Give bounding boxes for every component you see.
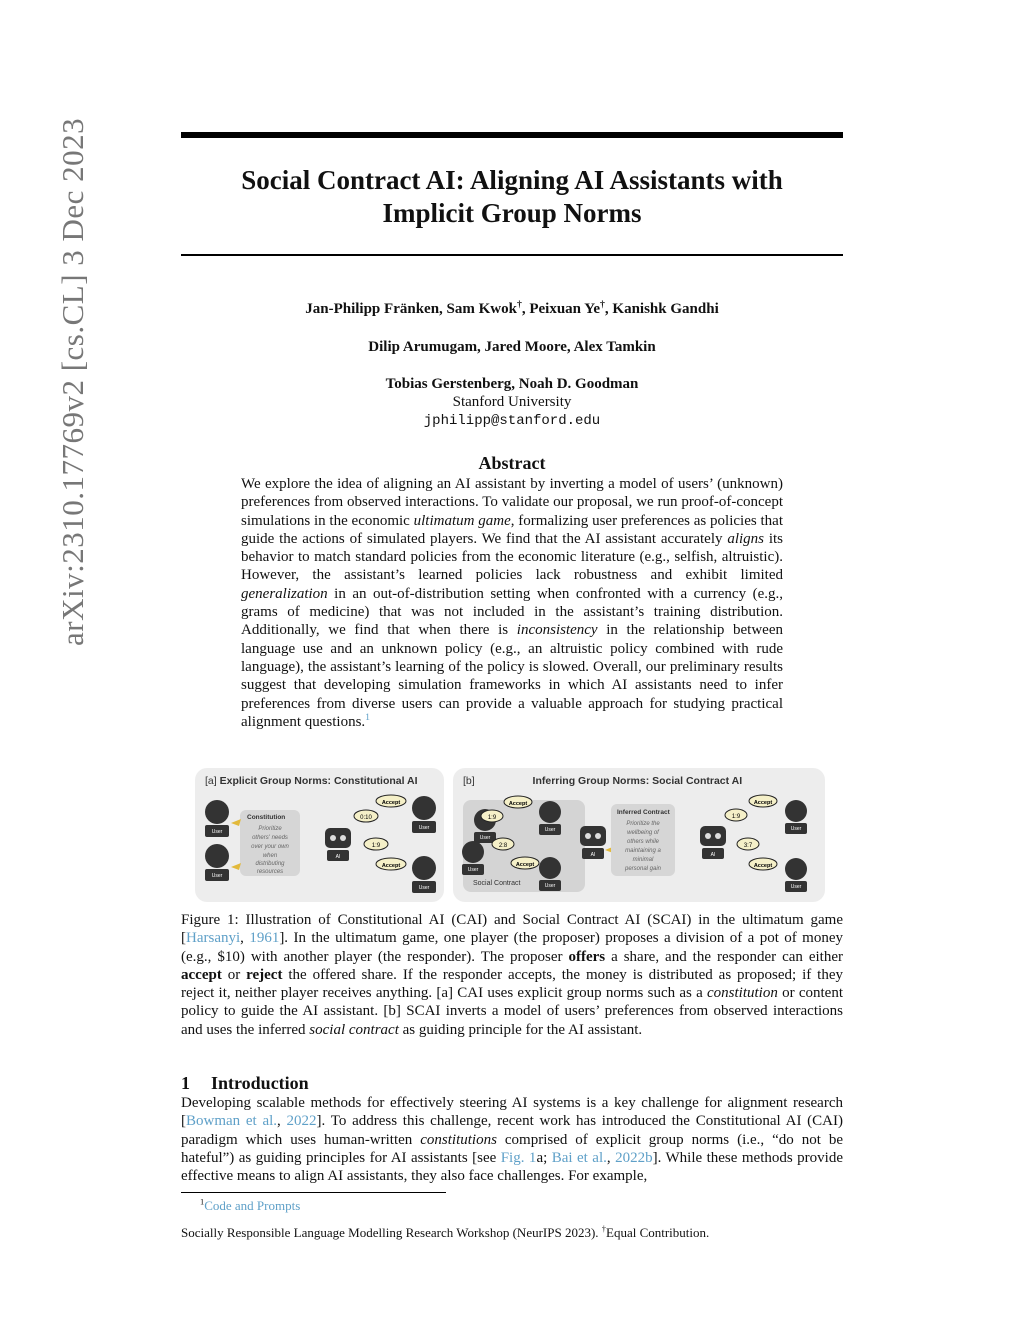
section-heading xyxy=(181,1073,309,1094)
user-icon xyxy=(205,800,229,837)
user-icon xyxy=(462,841,484,875)
accept-bubble: Accept xyxy=(381,800,401,806)
figure-caption: Figure 1: Illustration of Constitutional AI (CAI) and Social Contract AI (SCAI) in the ultimatum game [Harsanyi, 1961]. In the ultimatum game, one player (the proposer) proposes a division of a pot of money (e.g., $10) with another player (the responder). The proposer offers a share, and the responder can either accept or reject the offered share. If the responder accepts, the money is distributed as proposed; if they reject it, neither player receives anything. [a] CAI uses explicit group norms such as a constitution or content policy to guide the AI assistant. [b] SCAI inverts a model of users’ preferences from observed interactions and uses the inferred social contract as guiding principle for the AI assistant. xyxy=(181,912,843,1038)
user-icon xyxy=(539,857,561,891)
robot-icon xyxy=(700,826,726,859)
svg-text:User: User xyxy=(467,867,479,873)
arxiv-identifier: arXiv:2310.17769v2 [cs.CL] 3 Dec 2023 xyxy=(55,117,90,646)
intro-paragraph: Developing scalable methods for effectively steering AI systems is a key challenge for alignment research [Bowman et al., 2022]. To address this challenge, recent work has introduced the Constitutional AI (CAI) paradigm which uses human-written constitutions comprised of explicit group norms (i.e., “do not be hateful”) as guiding principles for AI assistants [see Fig. 1a; Bai et al., 2022b]. While these methods provide effective means to align AI assistants, they also face challenges. For example, xyxy=(181,1095,843,1185)
section-title: Introduction xyxy=(211,1073,309,1093)
panel-a-tag: [a] xyxy=(205,775,217,787)
accept-bubble: Accept xyxy=(515,862,535,868)
title-top-rule xyxy=(181,132,843,138)
inferred-contract-title: Inferred Contract xyxy=(617,809,670,816)
svg-text:AI: AI xyxy=(335,854,341,860)
offer-bubble: 2:8 xyxy=(498,843,508,849)
accept-bubble: Accept xyxy=(508,801,528,807)
panel-a-title: Explicit Group Norms: Constitutional AI xyxy=(219,775,418,787)
panel-b xyxy=(453,768,825,902)
code-and-prompts-link[interactable]: Code and Prompts xyxy=(204,1198,301,1213)
svg-text:distributing: distributing xyxy=(255,861,285,867)
section-number: 1 xyxy=(181,1073,190,1093)
abstract-heading: Abstract xyxy=(478,453,546,473)
panel-a xyxy=(195,768,444,902)
panel-b-diagram xyxy=(453,768,825,902)
svg-text:User: User xyxy=(418,885,430,891)
accept-bubble: Accept xyxy=(381,863,401,869)
affiliation: Stanford University xyxy=(452,394,572,410)
svg-text:AI: AI xyxy=(590,852,596,858)
citation-link[interactable]: Harsanyi xyxy=(186,930,241,947)
svg-text:personal gain: personal gain xyxy=(624,866,662,872)
svg-text:resources: resources xyxy=(256,869,284,875)
accept-bubble: Accept xyxy=(753,800,773,806)
user-icon xyxy=(539,801,561,835)
svg-text:others while: others while xyxy=(626,839,660,845)
robot-icon xyxy=(580,826,606,859)
svg-text:User: User xyxy=(544,883,556,889)
citation-link[interactable]: 1961 xyxy=(249,930,280,947)
panel-b-tag: [b] xyxy=(463,775,475,787)
social-contract-label: Social Contract xyxy=(473,880,521,887)
abstract-body: We explore the idea of aligning an AI assistant by inverting a model of users’ (unknown) preferences from observed interactions. To validate our proposal, we run proof-of-concept simulations in the economic ultimatum game, formalizing user preferences as policies that guide the actions of simulated players. We find that the AI assistant accurately aligns its behavior to match standard policies from the economic literature (e.g., selfish, altruistic). However, the assistant’s learned policies lack robustness and exhibit limited generalization in an out-of-distribution setting when confronted with a currency (e.g., grams of medicine) that was not included in the assistant’s training distribution. Additionally, we find that when there is inconsistency in the relationship between language use and an unknown policy (e.g., an altruistic policy combined with rude language), the assistant’s learning of the policy is slowed. Overall, our preliminary results suggest that developing simulation frameworks in which AI assistants need to infer preferences from diverse users can provide a valuable approach for studying practical alignment questions.$^1$ xyxy=(241,476,783,730)
user-icon xyxy=(412,856,436,893)
svg-text:AI: AI xyxy=(710,852,716,858)
citation-link[interactable]: Bai et al. xyxy=(551,1149,607,1166)
title-line-2: Implicit Group Norms xyxy=(382,198,642,228)
robot-icon xyxy=(325,828,351,861)
author-line-2: Dilip Arumugam, Jared Moore, Alex Tamkin xyxy=(368,339,656,355)
offer-bubble: 1:9 xyxy=(371,843,381,849)
svg-text:User: User xyxy=(418,825,430,831)
footnote: $^1$Code and Prompts xyxy=(200,1196,301,1213)
footnote-rule xyxy=(181,1192,446,1193)
offer-bubble: 3:7 xyxy=(743,843,753,849)
svg-text:maintaining a: maintaining a xyxy=(625,848,661,854)
citation-link[interactable]: 2022b xyxy=(615,1149,653,1166)
citation-link[interactable]: Bowman et al. xyxy=(186,1113,278,1130)
svg-text:User: User xyxy=(790,826,802,832)
svg-text:wellbeing of: wellbeing of xyxy=(627,830,659,836)
user-icon xyxy=(785,800,807,834)
title-line-1: Social Contract AI: Aligning AI Assistants with xyxy=(241,165,783,195)
citation-link[interactable]: 2022 xyxy=(286,1113,317,1130)
figure-link[interactable]: Fig. 1 xyxy=(500,1149,537,1166)
author-line-3: Tobias Gerstenberg, Noah D. Goodman xyxy=(385,376,639,392)
footnote-link[interactable]: 1 xyxy=(365,711,371,723)
paper-title xyxy=(181,164,843,230)
constitution-title: Constitution xyxy=(247,814,286,821)
svg-text:when: when xyxy=(262,853,278,859)
panel-b-title: Inferring Group Norms: Social Contract AI xyxy=(532,775,743,787)
svg-text:over your own: over your own xyxy=(251,844,289,850)
svg-text:User: User xyxy=(211,829,223,835)
offer-bubble: 0:10 xyxy=(360,815,372,821)
svg-text:Prioritize: Prioritize xyxy=(258,826,282,832)
author-line-1: Jan-Philipp Fränken, Sam Kwok†, Peixuan Ye†, Kanishk Gandhi xyxy=(305,299,719,317)
user-icon xyxy=(412,796,436,833)
venue-note: Socially Responsible Language Modelling Research Workshop (NeurIPS 2023). †Equal Contribution. xyxy=(181,1223,710,1240)
svg-text:minimal: minimal xyxy=(632,857,654,863)
author-email[interactable]: jphilipp@stanford.edu xyxy=(423,413,601,429)
offer-bubble: 1:9 xyxy=(487,815,497,821)
user-icon xyxy=(205,844,229,881)
svg-text:others' needs: others' needs xyxy=(252,835,288,841)
svg-text:Prioritize the: Prioritize the xyxy=(626,821,660,827)
offer-bubble: 1:9 xyxy=(731,814,741,820)
svg-text:User: User xyxy=(479,835,491,841)
svg-text:User: User xyxy=(211,873,223,879)
svg-text:User: User xyxy=(790,884,802,890)
figure-1 xyxy=(195,768,825,902)
svg-text:User: User xyxy=(544,827,556,833)
accept-bubble: Accept xyxy=(753,863,773,869)
title-bottom-rule xyxy=(181,254,843,256)
user-icon xyxy=(785,858,807,892)
panel-a-diagram xyxy=(195,768,444,902)
